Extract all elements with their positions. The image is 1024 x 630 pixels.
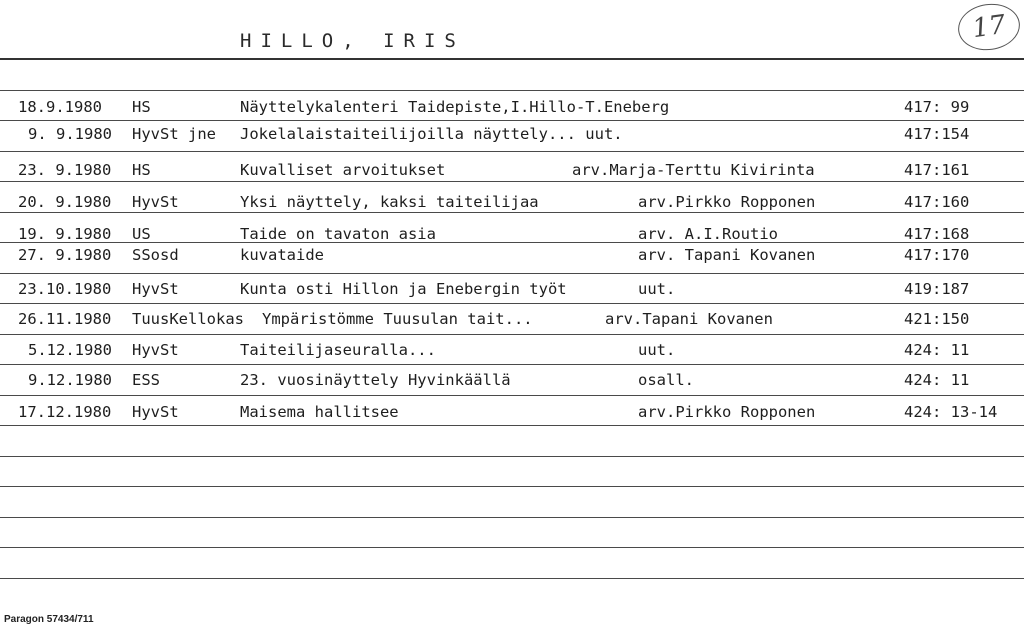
header-rule: [0, 58, 1024, 60]
entry-publication: HS: [132, 161, 151, 179]
entry-reference: 417:170: [904, 246, 970, 264]
ruled-line: [0, 425, 1024, 426]
entry-title: 23. vuosinäyttely Hyvinkäällä: [240, 371, 511, 389]
ruled-line: [0, 395, 1024, 396]
entry-row: [0, 189, 1024, 215]
entry-date: 23.10.1980: [18, 280, 112, 298]
card-title: HILLO, IRIS: [240, 30, 465, 52]
entry-author: arv.Tapani Kovanen: [605, 310, 773, 328]
entry-reference: 419:187: [904, 280, 970, 298]
entry-author: uut.: [638, 280, 676, 298]
entry-publication: HyvSt: [132, 341, 179, 359]
entry-row: [0, 242, 1024, 268]
entry-row: [0, 306, 1024, 332]
entry-row: [0, 276, 1024, 302]
entry-reference: 421:150: [904, 310, 970, 328]
ruled-line: [0, 303, 1024, 304]
entry-publication: TuusKellokas: [132, 310, 244, 328]
entry-author: arv.Pirkko Ropponen: [638, 403, 816, 421]
entry-row: [0, 94, 1024, 120]
card-footer: Paragon 57434/711: [4, 614, 94, 625]
entry-publication: HyvSt: [132, 403, 179, 421]
entry-author: arv.Pirkko Ropponen: [638, 193, 816, 211]
ruled-line: [0, 517, 1024, 518]
entry-author: arv.Marja-Terttu Kivirinta: [572, 161, 815, 179]
entry-date: 23. 9.1980: [18, 161, 112, 179]
entry-row: [0, 399, 1024, 425]
entry-publication: HyvSt jne: [132, 125, 216, 143]
ruled-line: [0, 364, 1024, 365]
ruled-line: [0, 547, 1024, 548]
entry-title: Kunta osti Hillon ja Enebergin työt: [240, 280, 567, 298]
entry-title: Kuvalliset arvoitukset: [240, 161, 446, 179]
entry-reference: 417:168: [904, 225, 970, 243]
entry-reference: 417:160: [904, 193, 970, 211]
entry-title: Taiteilijaseuralla...: [240, 341, 436, 359]
ruled-line: [0, 90, 1024, 91]
entry-date: 18.9.1980: [18, 98, 102, 116]
entry-reference: 424: 11: [904, 371, 970, 389]
entry-reference: 424: 13-14: [904, 403, 998, 421]
entry-date: 20. 9.1980: [18, 193, 112, 211]
entry-publication: ESS: [132, 371, 160, 389]
entry-publication: HS: [132, 98, 151, 116]
ruled-line: [0, 486, 1024, 487]
entry-row: [0, 121, 1024, 147]
entry-reference: 417:154: [904, 125, 970, 143]
entry-date: 17.12.1980: [18, 403, 112, 421]
ruled-line: [0, 151, 1024, 152]
entry-author: arv. A.I.Routio: [638, 225, 778, 243]
card-number: 17: [955, 0, 1023, 54]
entry-row: [0, 337, 1024, 363]
entry-date: 27. 9.1980: [18, 246, 112, 264]
entry-title: Yksi näyttely, kaksi taiteilijaa: [240, 193, 539, 211]
entry-row: [0, 157, 1024, 183]
ruled-line: [0, 334, 1024, 335]
entry-date: 5.12.1980: [28, 341, 112, 359]
entry-author: arv. Tapani Kovanen: [638, 246, 816, 264]
entry-date: 9. 9.1980: [28, 125, 112, 143]
entry-date: 9.12.1980: [28, 371, 112, 389]
entry-title: Ympäristömme Tuusulan tait...: [262, 310, 533, 328]
entry-author: osall.: [638, 371, 694, 389]
entry-reference: 417:161: [904, 161, 970, 179]
ruled-line: [0, 456, 1024, 457]
entry-row: [0, 367, 1024, 393]
entry-publication: SSosd: [132, 246, 179, 264]
entry-publication: HyvSt: [132, 280, 179, 298]
entry-reference: 424: 11: [904, 341, 970, 359]
entry-title: kuvataide: [240, 246, 324, 264]
entry-title: Jokelalaistaiteilijoilla näyttely... uut.: [240, 125, 623, 143]
entry-title: Taide on tavaton asia: [240, 225, 436, 243]
entry-author: uut.: [638, 341, 676, 359]
ruled-line: [0, 578, 1024, 579]
entry-publication: HyvSt: [132, 193, 179, 211]
entry-title: Maisema hallitsee: [240, 403, 399, 421]
entry-publication: US: [132, 225, 151, 243]
entry-reference: 417: 99: [904, 98, 970, 116]
entry-date: 19. 9.1980: [18, 225, 112, 243]
entry-title: Näyttelykalenteri Taidepiste,I.Hillo-T.Eneberg: [240, 98, 670, 116]
entry-date: 26.11.1980: [18, 310, 112, 328]
ruled-line: [0, 273, 1024, 274]
